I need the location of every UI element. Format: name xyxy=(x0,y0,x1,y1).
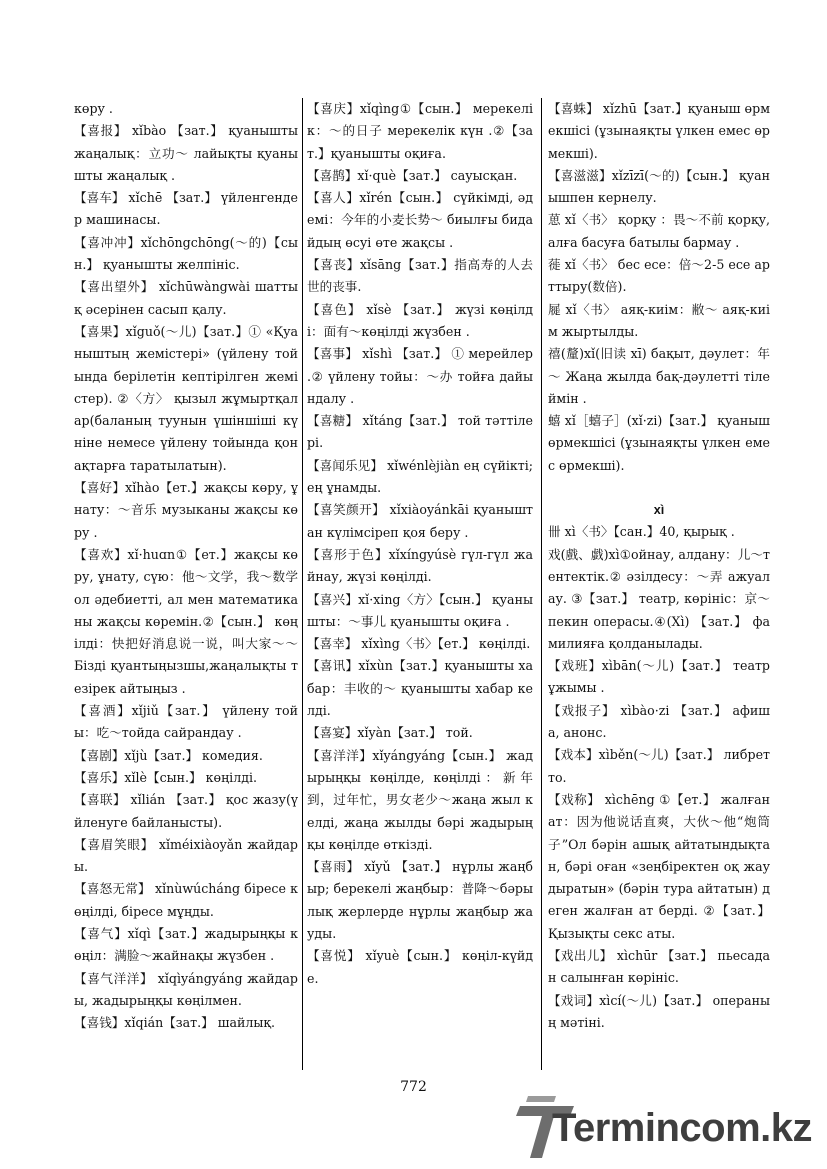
dictionary-entry: 【喜气】xǐqì【зат.】жадырыңқы көңіл：满脸～жайнақы жүзбен . xyxy=(74,925,298,964)
dictionary-entry: 【喜色】 xǐsè 【зат.】 жүзі көңілді：面有～көңілді жүзбен . xyxy=(307,301,533,339)
dictionary-entry: 【喜人】xǐrén【сын.】 сүйкімді, әдемі：今年的小麦长势～ биылғы бидайдың өсуі өте жақсы . xyxy=(307,190,533,250)
dictionary-entry: 【喜糖】 xǐtáng【зат.】 той тәттілері. xyxy=(307,413,533,451)
dictionary-entry: 【戏本】xìběn(～儿)【зат.】 либретто. xyxy=(548,747,770,785)
dictionary-entry: 【喜联】 xǐlián 【зат.】 қос жазу(үйленуге байланысты). xyxy=(74,792,298,830)
dictionary-entry: 【喜乐】xǐlè【сын.】 көңілді. xyxy=(74,769,257,785)
dictionary-entry: 【喜蛛】 xǐzhū【зат.】қуаныш өрмекшісі (ұзынаяқты үлкен емес өрмекші). xyxy=(548,101,770,161)
dictionary-entry: 【喜讯】xǐxùn【зат.】қуанышты хабар：丰收的～ қуанышты хабар келді. xyxy=(307,658,533,719)
dictionary-entry: 禧(釐)xǐ(旧读 xī) бақыт, дәулет：年～ Жаңа жылда бақ-дәулетті тілеймін . xyxy=(548,346,770,406)
dictionary-entry: 【喜洋洋】xǐyángyáng【сын.】 жадырыңқы көңілде, көңілді：新年到，过年忙，男女老少～жаңа жыл келді, жаңа жылды бәрі жадырыңқы көңілде өткізді. xyxy=(307,747,533,852)
dictionary-entry: 卌 xì〈书〉【сан.】40, қырық . xyxy=(548,524,735,540)
logo-text: Termincom.kz xyxy=(552,1106,812,1150)
dictionary-entry: 【喜闻乐见】 xǐwénlèjiàn ең сүйікті; ең ұнамды. xyxy=(307,457,533,496)
dictionary-entry: 【喜好】xǐhào【ет.】жақсы көру, ұнату：～音乐 музыканы жақсы көру . xyxy=(74,480,298,540)
column-divider xyxy=(302,98,303,1070)
column-left xyxy=(74,98,298,1069)
dictionary-entry: 【戏称】 xìchēng ①【ет.】 жалған ат：因为他说话直爽，大伙～他“炮筒子”Ол бәрін ашық айтатындықтан, бәрі оған «зеңбіректен оқ жаудыратын» (бәрін тура айтатын) деген жалған ат берді. ②【зат.】 Қызықты секс аты. xyxy=(548,791,770,941)
dictionary-entry: 【戏报子】 xìbào·zi 【зат.】 афиша, анонс. xyxy=(548,702,770,741)
dictionary-entry: 【喜欢】xǐ·huɑn①【ет.】жақсы көру, ұнату, сүю：他～文学，我～数学 ол әдебиетті, ал мен математиканы жақсы көремін.②【сын.】 көңілді：快把好消息说一说，叫大家～～ Бізді қуантыңызшы,жаңалықты тезірек айтыңыз . xyxy=(74,546,298,696)
dictionary-entry: 【喜雨】 xǐyǔ 【зат.】 нұрлы жаңбыр; берекелі жаңбыр：普降～бәрылық жерлерде нұрлы жаңбыр жауды. xyxy=(307,859,533,941)
dictionary-entry: 【喜眉笑眼】 xǐméixiàoyǎn жайдары. xyxy=(74,836,298,875)
dictionary-entry: 【喜怒无常】 xǐnùwúcháng біресе көңілді, біресе мұңды. xyxy=(74,881,298,919)
dictionary-entry: 蓰 xǐ〈书〉 бес есе：倍～2-5 есе арттыру(数倍). xyxy=(548,257,770,295)
dictionary-entry: 【喜气洋洋】 xǐqìyángyáng жайдары, жадырыңқы көңілмен. xyxy=(74,970,298,1008)
site-logo[interactable] xyxy=(516,1096,816,1162)
dictionary-entry: 【喜车】 xǐchē 【зат.】 үйленгендер машинасы. xyxy=(74,190,298,228)
dictionary-entry: 【喜幸】 xǐxìng〈书〉【ет.】 көңілді. xyxy=(307,636,531,652)
dictionary-entry: 【喜事】 xǐshì 【зат.】 ① мерейлер .② үйлену тойы：～办 тойға дайындалу . xyxy=(307,346,533,406)
dictionary-entry: 【喜鹊】xǐ·què【зат.】 сауысқан. xyxy=(307,167,518,183)
dictionary-entry: 【喜钱】xǐqián【зат.】 шайлық. xyxy=(74,1015,276,1031)
dictionary-entry: 【喜报】 xǐbào 【зат.】 қуанышты жаңалық：立功～ лайықты қуанышты жаңалық . xyxy=(74,123,298,183)
dictionary-entry: 【喜出望外】 xǐchūwàngwài шаттық әсерінен сасып қалу. xyxy=(74,279,298,317)
dictionary-entry: 戏(戲、戯)xì①ойнау, алдану：儿～тентектік.② әзілдесу：～弄 ажуалау. ③【зат.】 театр, көрініс：京～пекин операсы.④(Xì) 【зат.】 фамилияға қолданылады. xyxy=(548,546,770,651)
dictionary-entry: 【喜酒】xǐjiǔ【зат.】 үйлену тойы：吃～тойда сайрандау . xyxy=(74,703,298,741)
dictionary-entry: 【喜宴】xǐyàn【зат.】 той. xyxy=(307,725,473,741)
dictionary-entry: 【喜丧】xǐsāng【зат.】指高寿的人去世的丧事. xyxy=(307,257,533,295)
dictionary-entry: 【喜冲冲】xǐchōngchōng(～的)【сын.】 қуанышты желпініс. xyxy=(74,234,298,273)
dictionary-entry: 【喜笑颜开】 xǐxiàoyánkāi қуаныштан күлімсіреп қоя беру . xyxy=(307,502,533,540)
dictionary-entry: 蟢 xǐ［蟢子］(xǐ·zi)【зат.】 қуаныш өрмекшісі (ұзынаяқты үлкен емес өрмекші). xyxy=(548,413,770,473)
dictionary-entry: 【喜滋滋】xǐzīzī(～的)【сын.】 қуанышпен кернелу. xyxy=(548,167,770,206)
column-divider xyxy=(541,98,542,1070)
dictionary-entry: 【戏班】xìbān(～儿)【зат.】 театр ұжымы . xyxy=(548,658,770,696)
page-number: 772 xyxy=(400,1079,427,1095)
dictionary-entry: 【喜形于色】xǐxíngyúsè гүл-гүл жайнау, жүзі көңілді. xyxy=(307,546,533,585)
column-right xyxy=(548,98,770,1069)
dictionary-entry: көру . xyxy=(74,101,113,116)
dictionary-entry: 葸 xǐ〈书〉 қорқу ：畏～不前 қорқу, алға басуға батылы бармау . xyxy=(548,212,770,250)
dictionary-entry: 【喜果】xǐguǒ(～儿)【зат.】① «Қуаныштың жемістері» (үйлену тойында берілетін кептірілген жемістер). ②〈方〉 қызыл жұмыртқалар(баланың туунын үшіншіші күніне немесе үйлену тойында қонақтарға таратылатын). xyxy=(74,323,298,473)
dictionary-entry: 【喜剧】xǐjù【зат.】 комедия. xyxy=(74,747,263,763)
dictionary-entry: 【喜庆】xǐqìng①【сын.】 мерекелік：～的日子 мерекелік күн .②【зат.】қуанышты оқиға. xyxy=(307,101,533,161)
dictionary-entry: 【喜兴】xǐ·xing〈方〉【сын.】 қуанышты：～事儿 қуанышты оқиға . xyxy=(307,591,533,629)
dictionary-entry: 屣 xǐ〈书〉 аяқ-киім：敝～ аяқ-киім жыртылды. xyxy=(548,301,770,339)
column-middle xyxy=(307,98,533,1069)
dictionary-entry: 【戏出儿】 xìchūr 【зат.】 пьесадан салынған көрініс. xyxy=(548,947,770,986)
dictionary-entry: 【戏词】xìcí(～儿)【зат.】 операның мәтіні. xyxy=(548,992,770,1030)
section-heading: xì xyxy=(653,503,665,518)
dictionary-entry: 【喜悦】 xǐyuè【сын.】 көңіл-күйде. xyxy=(307,948,533,986)
